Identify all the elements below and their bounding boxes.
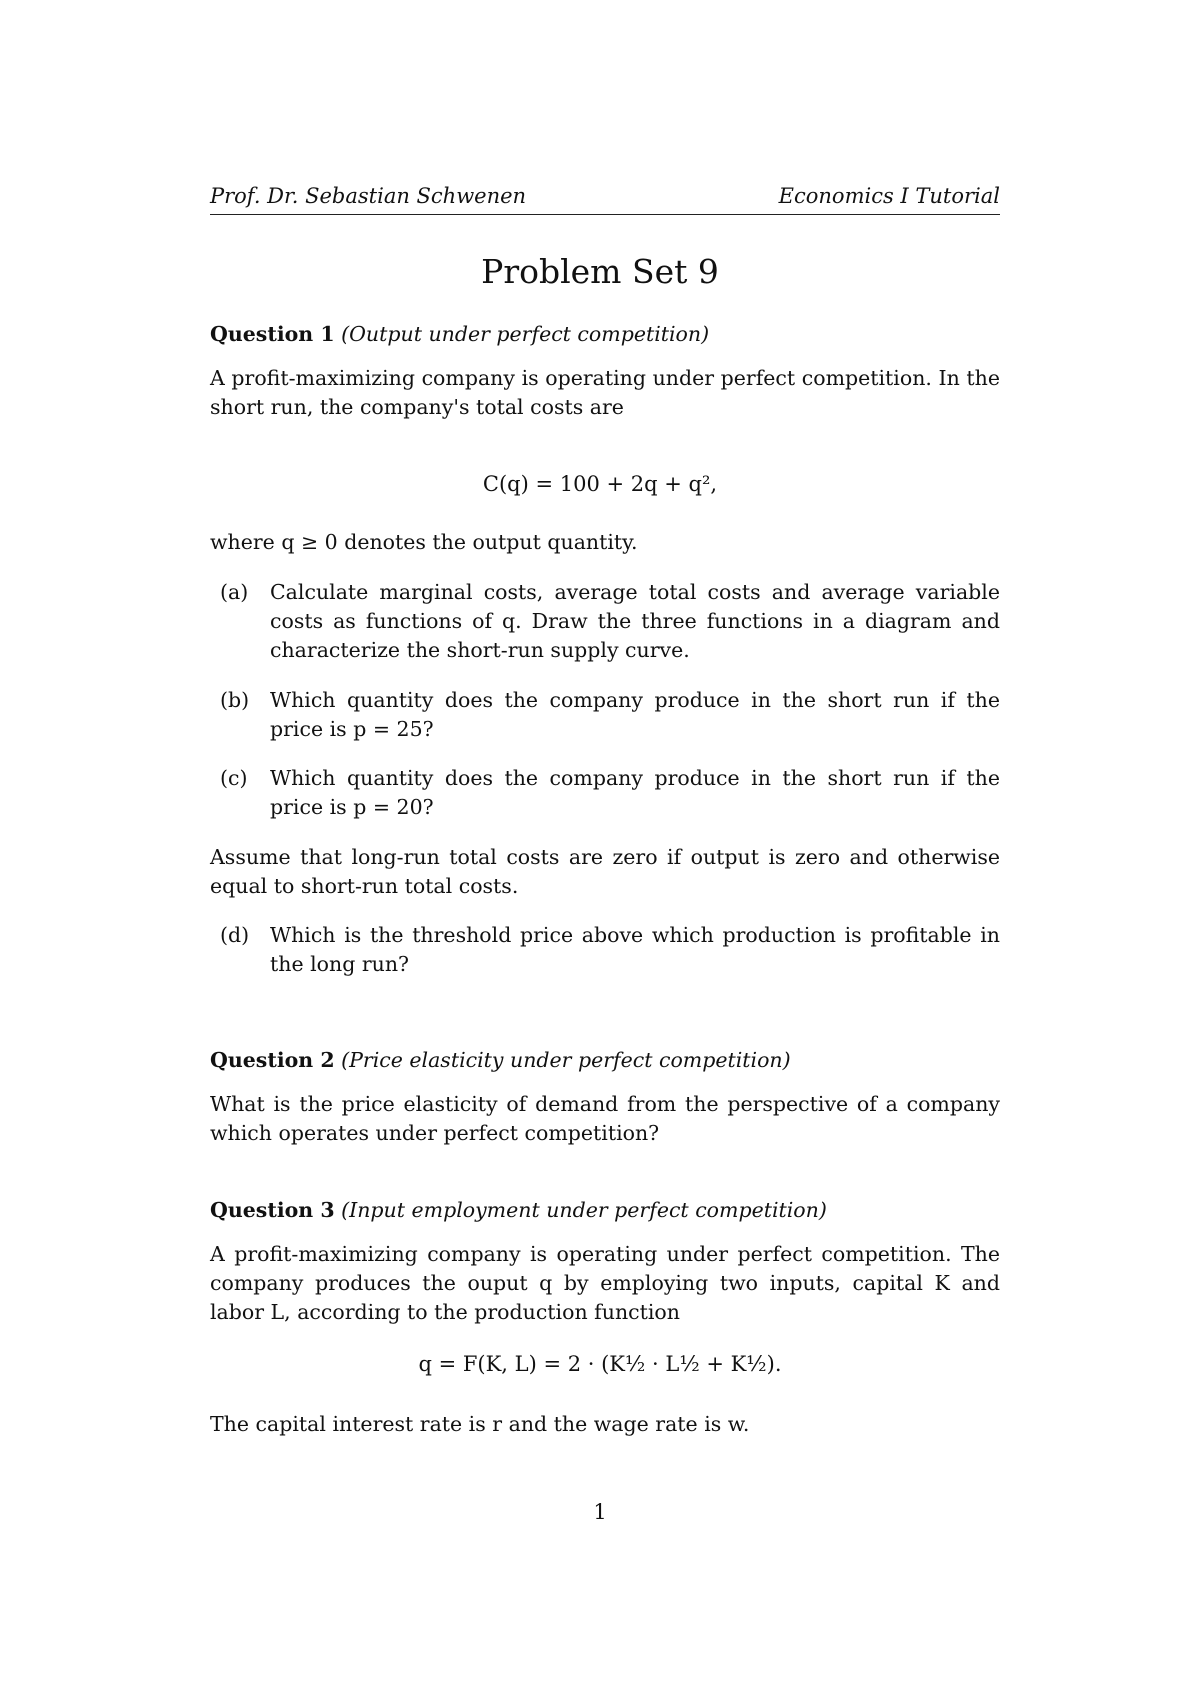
item-text: Which is the threshold price above which production is profitable in the long run? [270, 923, 1000, 976]
question-1-assumption: Assume that long-run total costs are zero if output is zero and otherwise equal to short-run total costs. [210, 845, 1000, 898]
running-header [210, 184, 1000, 215]
question-3-closing: The capital interest rate is r and the wage rate is w. [210, 1412, 750, 1436]
question-1-topic: (Output under perfect competition) [341, 322, 710, 346]
question-2-heading [210, 1046, 1000, 1075]
question-3-label: Question 3 [210, 1198, 335, 1222]
item-label: (c) [220, 766, 248, 790]
item-text: Which quantity does the company produce in the short run if the price is p = 20? [270, 766, 1000, 819]
item-label: (a) [220, 580, 249, 604]
question-3-heading [210, 1196, 1000, 1225]
item-text: Which quantity does the company produce in the short run if the price is p = 25? [270, 688, 1000, 741]
item-label: (d) [220, 923, 250, 947]
question-2-label: Question 2 [210, 1048, 335, 1072]
production-function: q = F(K, L) = 2 · (K½ · L½ + K½). [418, 1352, 782, 1376]
question-1-label: Question 1 [210, 322, 335, 346]
question-1-after-equation: where q ≥ 0 denotes the output quantity. [210, 530, 638, 554]
question-3-intro: A profit-maximizing company is operating under perfect competition. The company produces the ouput q by employing two inputs, capital K and labor L, according to the production function [210, 1242, 1000, 1324]
question-2-text: What is the price elasticity of demand from the perspective of a company which operates under perfect competition? [210, 1092, 1000, 1145]
item-label: (b) [220, 688, 250, 712]
question-2-topic: (Price elasticity under perfect competition) [341, 1048, 791, 1072]
cost-equation: C(q) = 100 + 2q + q², [482, 472, 718, 496]
item-text: Calculate marginal costs, average total costs and average variable costs as functions of q. Draw the three functions in a diagram and characterize the short-run supply curve. [270, 580, 1000, 662]
question-3-topic: (Input employment under perfect competition) [341, 1198, 827, 1222]
page-number: 1 [593, 1500, 607, 1524]
question-1-heading [210, 320, 1000, 349]
page-title: Problem Set 9 [481, 252, 719, 291]
question-1-intro: A profit-maximizing company is operating under perfect competition. In the short run, the company's total costs are [210, 366, 1000, 419]
header-author: Prof. Dr. Sebastian Schwenen [210, 184, 527, 208]
header-course: Economics I Tutorial [778, 184, 1000, 208]
